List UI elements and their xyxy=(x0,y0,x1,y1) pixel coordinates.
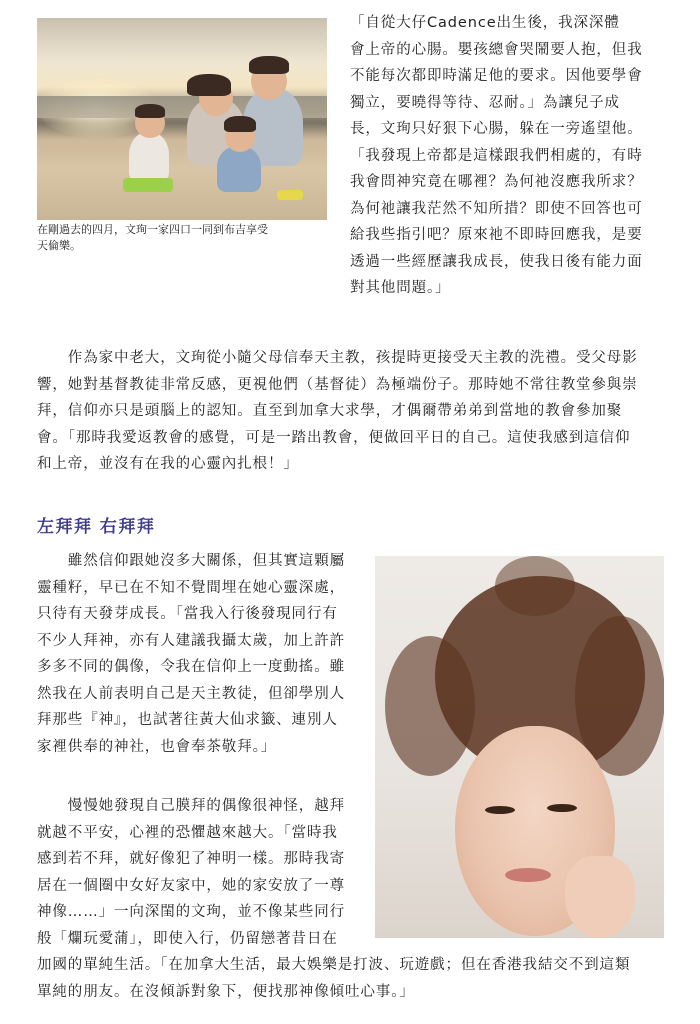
left-eye xyxy=(485,806,515,814)
family-beach-photo xyxy=(37,18,327,220)
caption-line: 天倫樂。 xyxy=(37,239,81,252)
text-line: 般「爛玩愛蒲」，即使入行，仍留戀著昔日在 xyxy=(37,930,338,947)
text-line: 「我發現上帝都是這樣跟我們相處的，有時 xyxy=(350,147,643,164)
caption-line: 在剛過去的四月，文珣一家四口一同到布吉享受 xyxy=(37,223,268,236)
text-line: 單純的朋友。在沒傾訴對象下，便找那神像傾吐心事。」 xyxy=(37,983,415,1000)
hair-strands-left xyxy=(385,636,475,776)
text-line: 和上帝，並沒有在我的心靈內扎根！」 xyxy=(37,456,299,472)
child-right-hair xyxy=(224,116,256,132)
text-line: 獨立，要曉得等待、忍耐。」為讓兒子成 xyxy=(350,94,620,111)
text-line: 神像……」一向深閨的文珣，並不像某些同行 xyxy=(37,904,345,920)
section-heading: 左拜拜 右拜拜 xyxy=(37,517,156,537)
text-line: 慢慢她發現自己膜拜的偶像很神怪，越拜 xyxy=(37,798,345,814)
right-eye xyxy=(547,804,577,812)
father-hair xyxy=(249,56,289,74)
lips xyxy=(505,868,551,882)
text-line: 為何祂讓我茫然不知所措？即使不回答也可 xyxy=(350,200,643,217)
child-left-hair xyxy=(135,104,165,118)
text-line: 居在一個圈中女好友家中，她的家安放了一尊 xyxy=(37,877,345,894)
photo-caption xyxy=(37,222,317,254)
text-line: 拜，信仰亦只是頭腦上的認知。直至到加拿大求學，才偶爾帶弟弟到當地的教會參加聚 xyxy=(37,403,623,419)
text-line: 加國的單純生活。「在加拿大生活，最大娛樂是打波、玩遊戲；但在香港我結交不到這類 xyxy=(37,957,631,973)
beach-toy-yellow xyxy=(277,190,303,200)
hair-strands-top xyxy=(495,556,575,616)
text-line: 家裡供奉的神社，也會奉茶敬拜。」 xyxy=(37,738,277,755)
text-line: 不少人拜神，亦有人建議我攝太歲，加上許許 xyxy=(37,632,345,649)
text-line: 長，文珣只好狠下心腸，躲在一旁遙望他。 xyxy=(350,121,643,137)
text-line: 就越不平安，心裡的恐懼越來越大。「當時我 xyxy=(37,824,338,841)
body-paragraph-3 xyxy=(37,548,363,760)
mother-hair xyxy=(187,74,231,96)
hands xyxy=(565,856,635,938)
portrait-photo xyxy=(375,556,664,938)
text-line: 多多不同的偶像，令我在信仰上一度動搖。雖 xyxy=(37,659,345,675)
text-line: 然我在人前表明自己是天主教徒，但卻學別人 xyxy=(37,685,345,702)
text-line: 我會問神究竟在哪裡？為何祂沒應我所求？ xyxy=(350,174,643,190)
text-line: 「自從大仔Cadence出生後，我深深體 xyxy=(350,15,620,31)
body-paragraph-2 xyxy=(37,345,663,478)
text-line: 會上帝的心腸。嬰孩總會哭鬧要人抱，但我 xyxy=(350,41,643,58)
child-left-body xyxy=(129,132,169,182)
beach-toy-green xyxy=(123,178,173,192)
text-line: 會。「那時我愛返教會的感覺，可是一踏出教會，便做回平日的自己。這使我感到這信仰 xyxy=(37,429,631,446)
text-line: 不能每次都即時滿足他的要求。因他要學會 xyxy=(350,68,643,84)
text-line: 對其他問題。」 xyxy=(350,280,451,296)
text-line: 只待有天發芽成長。「當我入行後發現同行有 xyxy=(37,606,338,622)
text-line: 拜那些『神』，也試著往黃大仙求籤、連別人 xyxy=(37,712,338,728)
text-line: 響，她對基督教徒非常反感，更視他們（基督徒）為極端份子。那時她不常往教堂參與崇 xyxy=(37,376,638,393)
text-line: 作為家中老大，文珣從小隨父母信奉天主教，孩提時更接受天主教的洗禮。受父母影 xyxy=(37,350,638,366)
child-right-body xyxy=(217,146,261,192)
text-line: 雖然信仰跟她沒多大關係，但其實這顆屬 xyxy=(37,553,345,569)
text-line: 靈種籽，早已在不知不覺間埋在她心靈深處， xyxy=(37,579,345,596)
text-line: 感到若不拜，就好像犯了神明一樣。那時我寄 xyxy=(37,851,345,867)
text-line: 給我些指引吧？原來祂不即時回應我，是要 xyxy=(350,227,643,243)
text-line: 透過一些經歷讓我成長，使我日後有能力面 xyxy=(350,253,643,270)
quote-paragraph-1 xyxy=(350,10,666,302)
